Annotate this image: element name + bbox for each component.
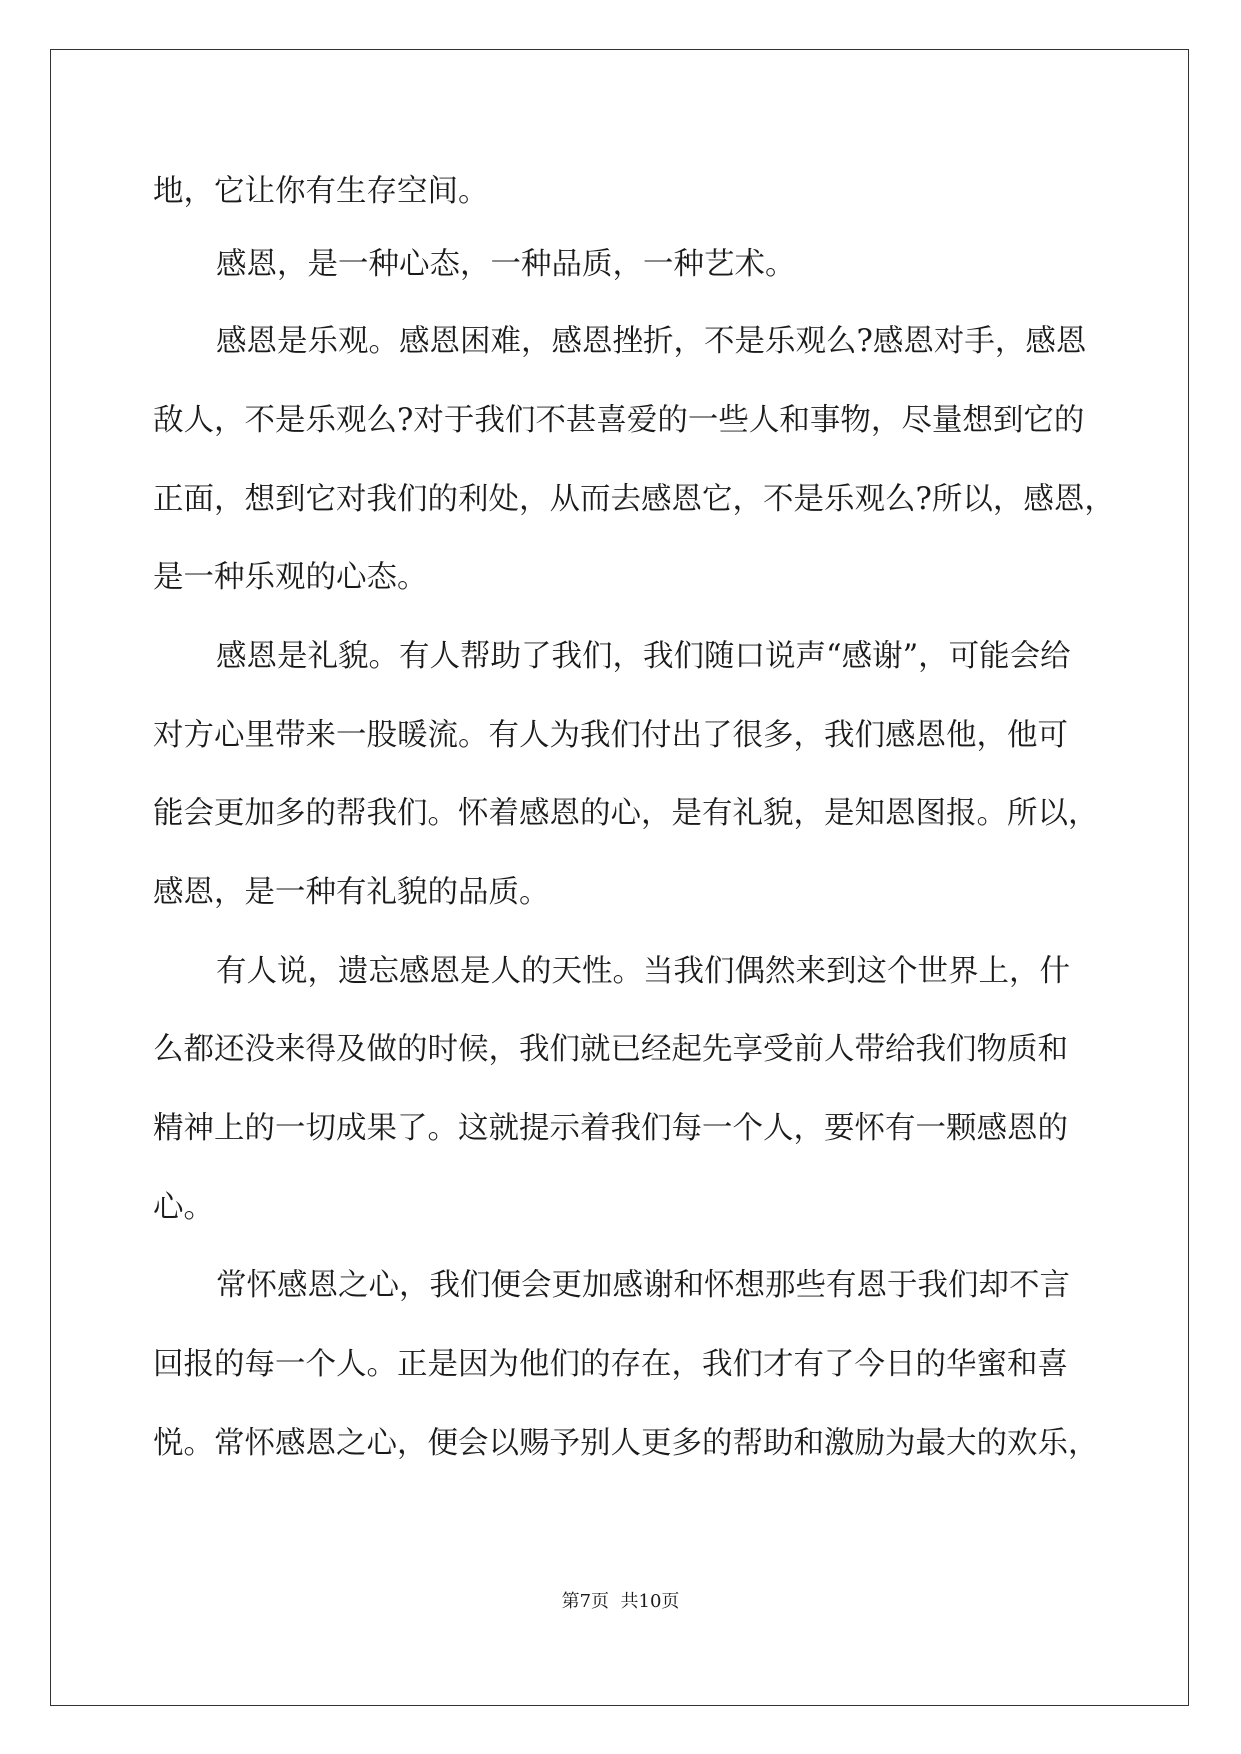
- text-line: 心。: [153, 1190, 214, 1225]
- text-line: 常怀感恩之心，我们便会更加感谢和怀想那些有恩于我们却不言: [216, 1268, 1070, 1303]
- text-line: 感恩是乐观。感恩困难，感恩挫折，不是乐观么?感恩对手，感恩: [216, 324, 1087, 359]
- text-line: 感恩，是一种有礼貌的品质。: [153, 875, 550, 910]
- text-line: 有人说，遗忘感恩是人的天性。当我们偶然来到这个世界上，什: [216, 954, 1070, 989]
- text-line: 能会更加多的帮我们。怀着感恩的心，是有礼貌，是知恩图报。所以，: [153, 796, 1099, 831]
- text-line: 正面，想到它对我们的利处，从而去感恩它，不是乐观么?所以，感恩，: [153, 482, 1115, 517]
- text-line: 敌人，不是乐观么?对于我们不甚喜爱的一些人和事物，尽量想到它的: [153, 403, 1085, 438]
- page-number-footer: 第7页 共10页: [561, 1591, 680, 1612]
- text-line: 是一种乐观的心态。: [153, 560, 428, 595]
- text-line: 精神上的一切成果了。这就提示着我们每一个人，要怀有一颗感恩的: [153, 1111, 1068, 1146]
- text-line: 感恩，是一种心态，一种品质，一种艺术。: [216, 247, 796, 282]
- text-line: 地，它让你有生存空间。: [153, 174, 489, 209]
- text-line: 回报的每一个人。正是因为他们的存在，我们才有了今日的华蜜和喜: [153, 1347, 1068, 1382]
- text-line: 感恩是礼貌。有人帮助了我们，我们随口说声“感谢”，可能会给: [216, 639, 1071, 674]
- text-line: 么都还没来得及做的时候，我们就已经起先享受前人带给我们物质和: [153, 1032, 1068, 1067]
- text-line: 悦。常怀感恩之心，便会以赐予别人更多的帮助和激励为最大的欢乐，: [153, 1426, 1099, 1461]
- text-line: 对方心里带来一股暖流。有人为我们付出了很多，我们感恩他，他可: [153, 718, 1068, 753]
